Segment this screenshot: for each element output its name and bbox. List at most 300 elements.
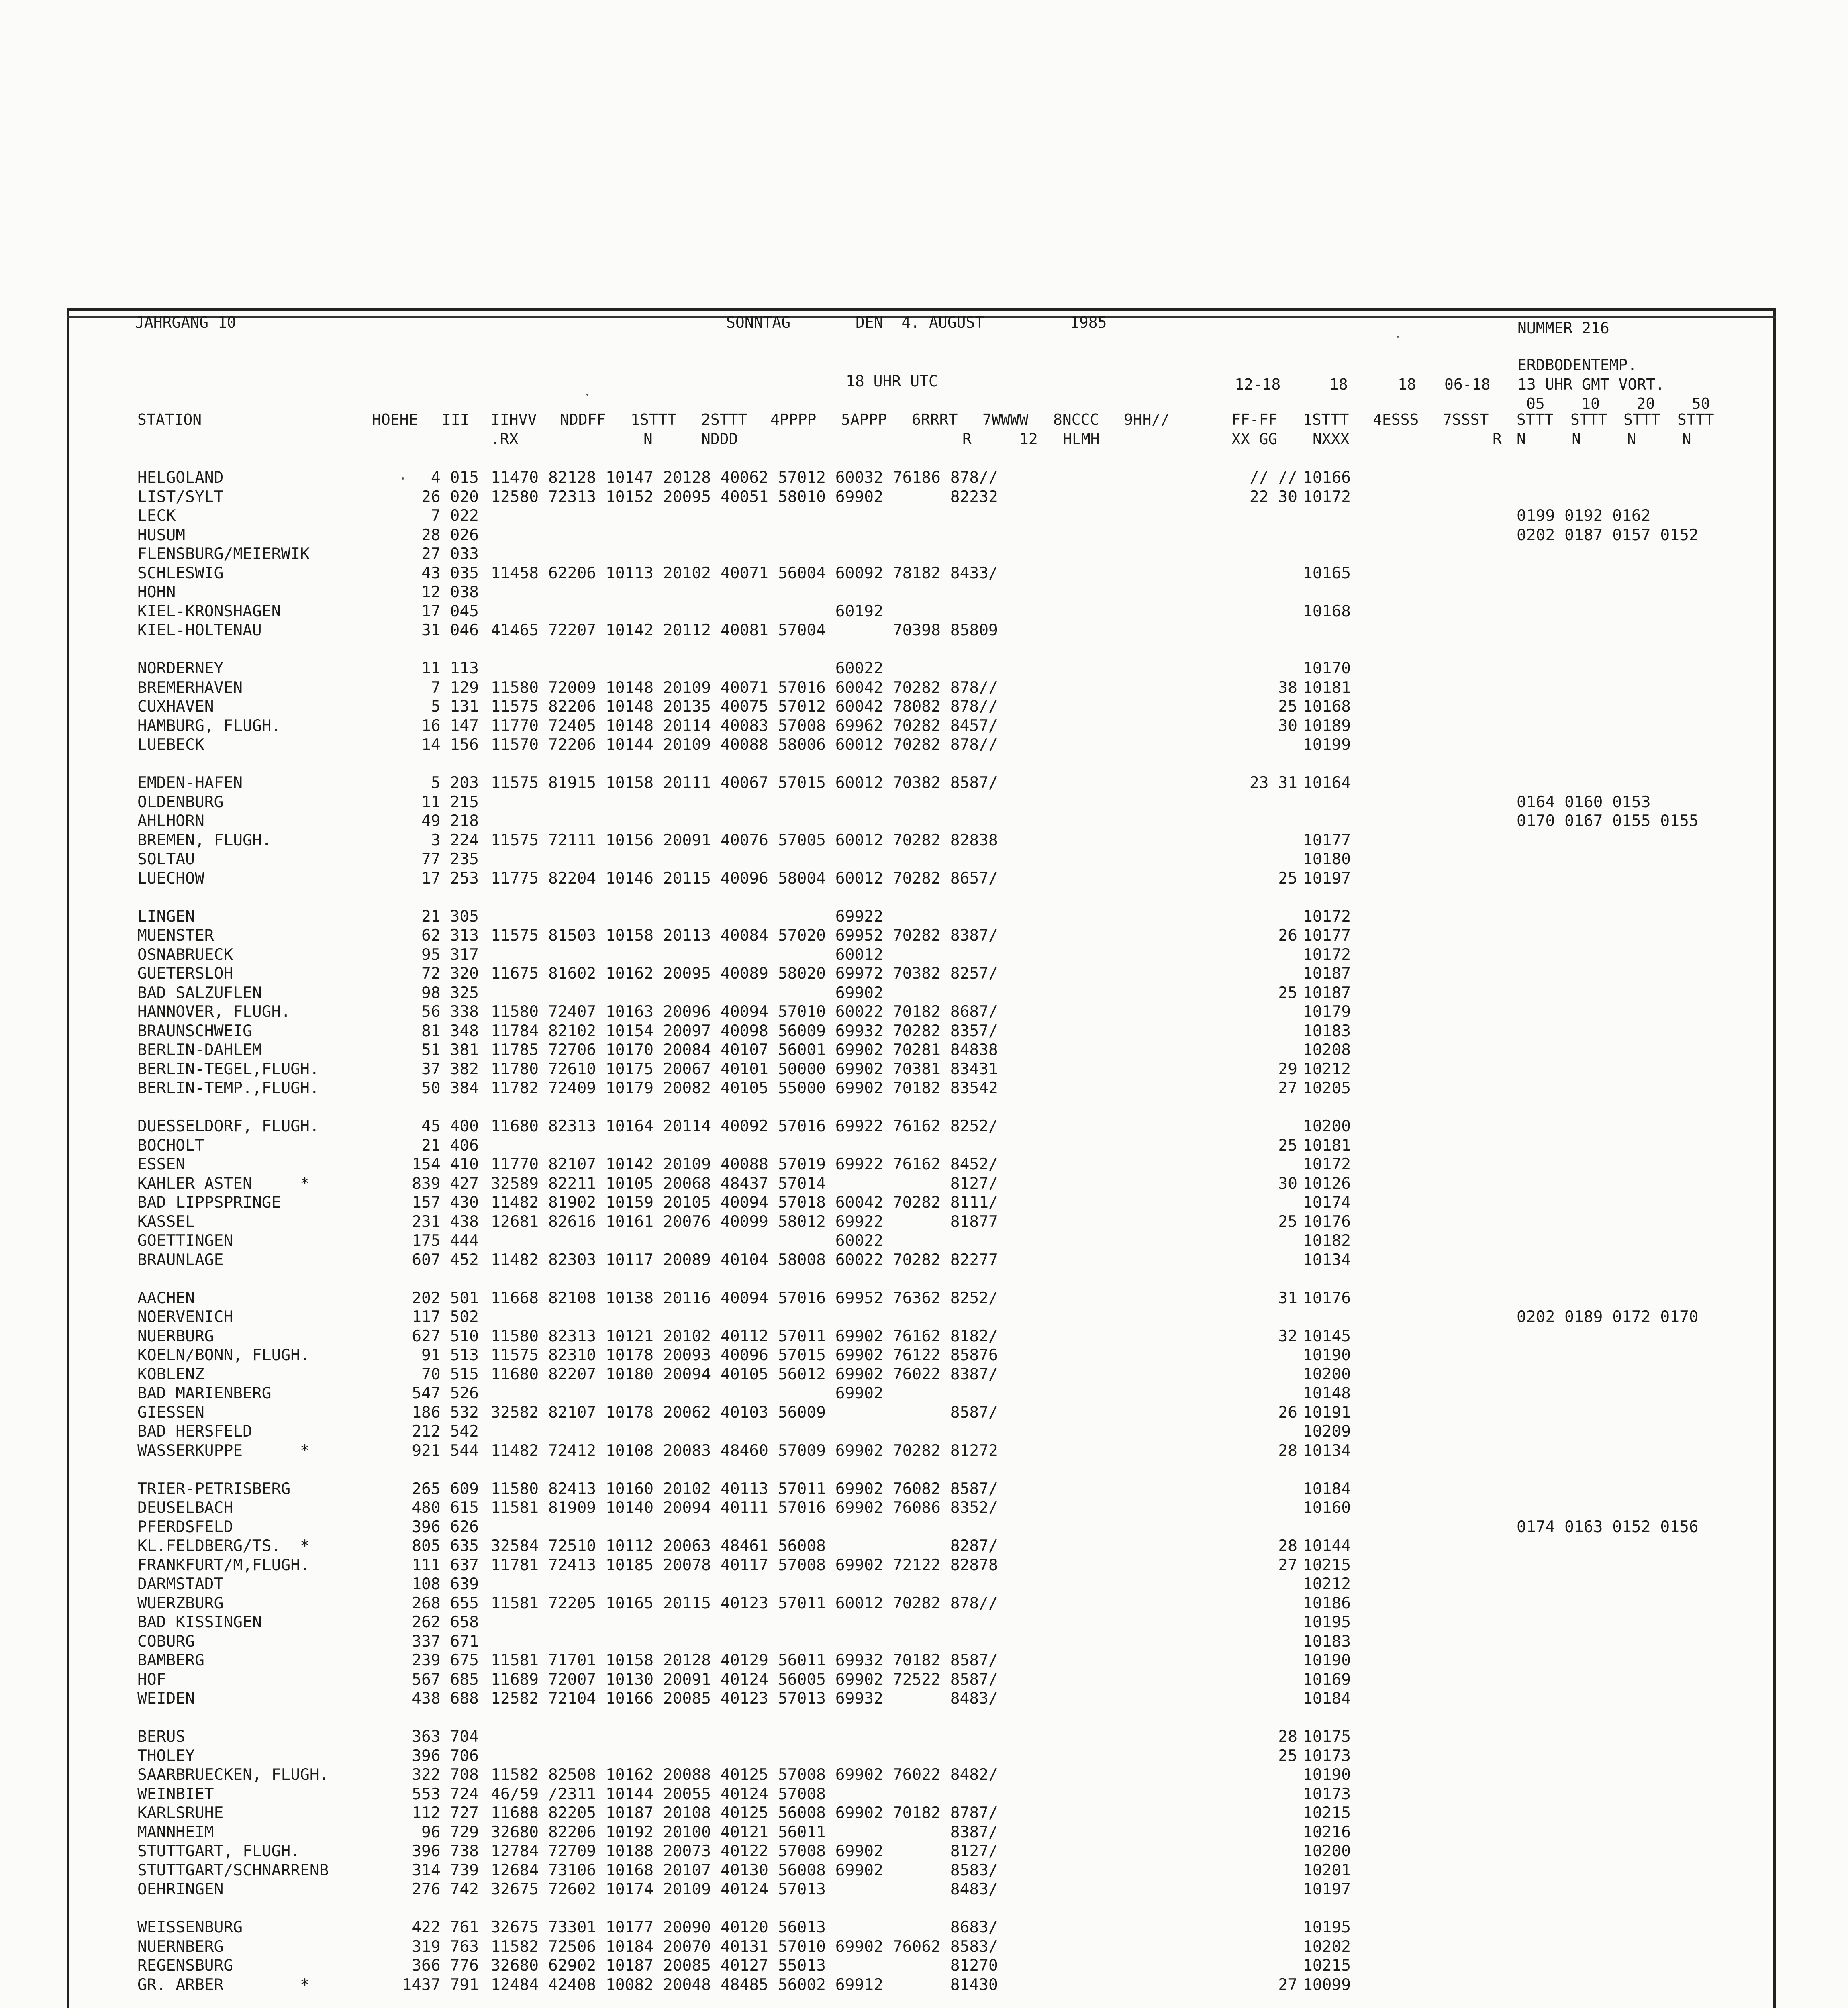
synop-groups: 11575 81503 10158 20113 40084 57020 69952 70282 8387/ <box>491 926 998 945</box>
temp-18: 10184 <box>1303 1689 1351 1708</box>
wind-gust <box>1213 621 1297 640</box>
col-1sttt: 1STTT <box>631 411 677 429</box>
station-height-id: 51 381 <box>421 1041 479 1059</box>
station-height-id: 49 218 <box>421 812 479 830</box>
soil-temps <box>1517 850 1766 869</box>
temp-18: 10179 <box>1303 1002 1351 1021</box>
sub-nddd: NDDD <box>701 430 738 448</box>
col-1sttt-b: 1STTT <box>1303 411 1349 429</box>
temp-18: 10168 <box>1303 697 1351 716</box>
station-name: MANNHEIM <box>137 1822 214 1841</box>
station-name: LECK <box>137 506 176 525</box>
station-height-id: 396 706 <box>412 1746 479 1765</box>
synop-groups: 46/59 /2311 10144 20055 40124 57008 <box>491 1784 826 1803</box>
wind-gust <box>1213 888 1297 907</box>
temp-18: 10175 <box>1303 1727 1351 1746</box>
station-name <box>137 1994 386 2008</box>
station-name: THOLEY <box>137 1746 195 1765</box>
station-height-id: 396 738 <box>412 1842 479 1860</box>
station-height-id: 627 510 <box>412 1326 479 1345</box>
station-name: HOHN <box>137 583 176 601</box>
soil-temps <box>1517 1823 1766 1842</box>
soil-temps <box>1517 1002 1766 1022</box>
temp-18: 10181 <box>1303 1136 1351 1155</box>
soil-temps <box>1517 468 1766 488</box>
station-height-id: 117 502 <box>412 1308 479 1326</box>
station-name: CUXHAVEN <box>137 697 214 716</box>
synop-groups: 11581 81909 10140 20094 40111 57016 69902 76086 8352/ <box>491 1498 998 1517</box>
soil-temps <box>1517 1098 1766 1117</box>
station-height-id <box>353 1098 479 1117</box>
wind-gust <box>1213 1899 1297 1918</box>
station-height-id <box>353 1269 479 1289</box>
soil-temps <box>1517 1861 1766 1880</box>
soil-temps: 0202 0187 0157 0152 <box>1517 525 1699 544</box>
soil-temps <box>1517 1727 1766 1747</box>
temp-18: 10169 <box>1303 1670 1351 1689</box>
issue-number: NUMMER 216 <box>1517 319 1609 337</box>
col-soil-50: STTT <box>1677 411 1714 429</box>
wind-gust <box>1213 1422 1297 1441</box>
station-name <box>137 888 386 907</box>
station-name: HUSUM <box>137 525 186 544</box>
soil-temps <box>1517 583 1766 602</box>
station-name: BRAUNLAGE <box>137 1250 224 1269</box>
station-height-id: 276 742 <box>412 1880 479 1898</box>
wind-gust: 32 <box>1278 1326 1297 1345</box>
station-height-id: 112 727 <box>412 1804 479 1822</box>
station-name: GUETERSLOH <box>137 964 233 983</box>
sub-nxxx: NXXX <box>1313 430 1350 448</box>
synop-groups <box>491 755 1238 774</box>
station-name: BRAUNSCHWEIG <box>137 1021 252 1040</box>
temp-18: 10177 <box>1303 926 1351 945</box>
temp-18: 10197 <box>1303 1880 1351 1898</box>
synop-groups: 11668 82108 10138 20116 40094 57016 69952 76362 8252/ <box>491 1288 998 1307</box>
soil-temps <box>1517 621 1766 640</box>
synop-groups: 60192 <box>491 602 883 620</box>
temp-18: 10200 <box>1303 1842 1351 1860</box>
temp-18: 10176 <box>1303 1288 1351 1307</box>
temp-18: 10191 <box>1303 1403 1351 1422</box>
synop-groups <box>491 1994 1238 2008</box>
synop-groups <box>491 1708 1238 1728</box>
wind-gust <box>1213 1937 1297 1957</box>
soil-temps <box>1517 1937 1766 1957</box>
wind-gust: 26 <box>1278 926 1297 945</box>
soil-temps <box>1517 1747 1766 1766</box>
ff-column <box>1213 468 1297 2008</box>
synop-groups <box>491 1308 1238 1327</box>
synop-column <box>491 468 1238 2008</box>
station-height-id: 4 015 <box>431 468 479 487</box>
wind-gust <box>1213 1193 1297 1212</box>
year: 1985 <box>1070 314 1107 331</box>
soil-temps <box>1517 735 1766 755</box>
wind-gust <box>1213 640 1297 659</box>
station-name: HOF <box>137 1670 166 1689</box>
col-nddff: NDDFF <box>560 411 606 429</box>
wind-gust <box>1213 812 1297 831</box>
soil-temps <box>1517 545 1766 564</box>
soil-temps <box>1517 1441 1766 1461</box>
station-height-id <box>353 1899 479 1918</box>
synop-groups: 11470 82128 10147 20128 40062 57012 60032 76186 878// <box>491 468 998 487</box>
station-height-id: 17 253 <box>421 869 479 888</box>
soil-depths: 05 10 20 50 <box>1526 395 1710 412</box>
period-06-18: 06-18 <box>1444 375 1491 393</box>
synop-groups: 12580 72313 10152 20095 40051 58010 69902 82232 <box>491 487 998 506</box>
synop-groups: 32680 62902 10187 20085 40127 55013 81270 <box>491 1956 998 1975</box>
col-2sttt: 2STTT <box>701 411 747 429</box>
station-height-id: 3 224 <box>431 831 479 849</box>
synop-groups <box>491 793 1238 812</box>
station-height-id: 7 022 <box>431 506 479 525</box>
soil-temps <box>1517 831 1766 850</box>
synop-groups: 12582 72104 10166 20085 40123 57013 69932 8483/ <box>491 1689 998 1708</box>
soil-temps <box>1517 945 1766 965</box>
station-name: KIEL-KRONSHAGEN <box>137 602 281 620</box>
soil-temps: 0164 0160 0153 <box>1517 792 1651 811</box>
sub-r: R <box>962 430 972 448</box>
temp-18: 10174 <box>1303 1193 1351 1212</box>
synop-groups <box>491 1575 1238 1594</box>
station-height-id: 45 400 <box>421 1117 479 1135</box>
station-name: PFERDSFELD <box>137 1517 233 1536</box>
station-name: FLENSBURG/MEIERWIK <box>137 545 310 563</box>
wind-gust: 38 <box>1278 678 1297 697</box>
synop-groups: 11680 82313 10164 20114 40092 57016 69922 76162 8252/ <box>491 1117 998 1135</box>
day: SONNTAG <box>726 314 791 331</box>
station-height-id: 11 113 <box>421 659 479 677</box>
station-name: GIESSEN <box>137 1403 204 1422</box>
station-height-id: 62 313 <box>421 926 479 945</box>
wind-gust: 29 <box>1278 1059 1297 1078</box>
station-height-id: 547 526 <box>412 1384 479 1402</box>
wind-gust <box>1213 1022 1297 1041</box>
temp-18: 10197 <box>1303 869 1351 888</box>
station-height-id: 70 515 <box>421 1365 479 1384</box>
temp-18: 10186 <box>1303 1594 1351 1612</box>
synop-groups <box>491 1098 1238 1117</box>
soil-temps <box>1517 1994 1766 2008</box>
station-name: BAD SALZUFLEN <box>137 983 262 1002</box>
soil-temps <box>1517 1708 1766 1728</box>
temp-18: 10183 <box>1303 1021 1351 1040</box>
synop-groups: 11482 82303 10117 20089 40104 58008 60022 70282 82277 <box>491 1250 998 1269</box>
station-name: SCHLESWIG <box>137 563 224 582</box>
station-name: DUESSELDORF, FLUGH. <box>137 1117 319 1135</box>
wind-gust <box>1213 907 1297 926</box>
soil-temps <box>1517 1079 1766 1098</box>
station-name: BERUS <box>137 1727 186 1746</box>
temp-18: 10176 <box>1303 1212 1351 1231</box>
soil-temps: 0199 0192 0162 <box>1517 506 1651 525</box>
station-name: HANNOVER, FLUGH. <box>137 1002 291 1021</box>
synop-groups <box>491 1460 1238 1479</box>
col-soil-05: STTT <box>1517 411 1554 429</box>
station-name: KAHLER ASTEN * <box>137 1174 310 1193</box>
synop-groups: 69902 <box>491 1384 883 1402</box>
col-6rrrt: 6RRRT <box>912 411 958 429</box>
wind-gust <box>1213 564 1297 583</box>
synop-groups: 32582 82107 10178 20062 40103 56009 8587/ <box>491 1403 998 1422</box>
station-height-id: 480 615 <box>412 1498 479 1517</box>
station-column <box>137 468 386 2008</box>
wind-gust: 30 <box>1278 716 1297 735</box>
station-height-id: 56 338 <box>421 1002 479 1021</box>
temp-18: 10172 <box>1303 487 1351 506</box>
temp-18: 10134 <box>1303 1250 1351 1269</box>
soil-temps <box>1517 1460 1766 1479</box>
station-name: LIST/SYLT <box>137 487 224 506</box>
station-height-id <box>353 755 479 774</box>
wind-gust: 31 <box>1278 1288 1297 1307</box>
synop-groups: 11688 82205 10187 20108 40125 56008 69902 70182 8787/ <box>491 1804 998 1822</box>
soil-temps <box>1517 1155 1766 1174</box>
station-height-id: 231 438 <box>412 1212 479 1231</box>
station-height-id: 16 147 <box>421 716 479 735</box>
temp-18: 10190 <box>1303 1765 1351 1784</box>
wind-gust <box>1213 1708 1297 1728</box>
synop-groups <box>491 1613 1238 1632</box>
wind-gust <box>1213 1117 1297 1136</box>
station-height-id <box>353 640 479 659</box>
wind-gust <box>1213 1098 1297 1117</box>
wind-gust <box>1213 755 1297 774</box>
temp-18: 10144 <box>1303 1537 1351 1555</box>
synop-groups: 11580 72009 10148 20109 40071 57016 60042 70282 878// <box>491 678 998 697</box>
wind-gust <box>1213 1689 1297 1708</box>
station-height-id: 396 626 <box>412 1517 479 1536</box>
col-5appp: 5APPP <box>841 411 887 429</box>
station-name: BAD KISSINGEN <box>137 1613 262 1631</box>
synop-groups: 60012 <box>491 945 883 964</box>
wind-gust <box>1213 1918 1297 1937</box>
temp-18: 10166 <box>1303 468 1351 487</box>
col-station: STATION <box>137 411 202 429</box>
station-height-id: 268 655 <box>412 1594 479 1612</box>
station-height-id: 314 739 <box>412 1861 479 1879</box>
station-height-id: 186 532 <box>412 1403 479 1422</box>
sub-r2: R <box>1493 430 1502 448</box>
hoehe-iii-column <box>353 468 479 2008</box>
synop-groups: 11782 72409 10179 20082 40105 55000 69902 70182 83542 <box>491 1079 998 1097</box>
synop-groups: 32675 73301 10177 20090 40120 56013 8683/ <box>491 1918 998 1937</box>
soil-temps <box>1517 964 1766 984</box>
temp-18: 10212 <box>1303 1575 1351 1593</box>
station-height-id: 50 384 <box>421 1079 479 1097</box>
wind-gust: 25 <box>1278 697 1297 716</box>
station-name: KL.FELDBERG/TS. * <box>137 1537 310 1555</box>
wind-gust <box>1213 659 1297 678</box>
station-height-id: 14 156 <box>421 735 479 754</box>
synop-groups: 11581 72205 10165 20115 40123 57011 60012 70282 878// <box>491 1594 998 1612</box>
synop-groups <box>491 888 1238 907</box>
station-height-id: 921 544 <box>412 1441 479 1460</box>
temp-18: 10182 <box>1303 1231 1351 1250</box>
station-height-id: 262 658 <box>412 1613 479 1631</box>
col-soil-20: STTT <box>1623 411 1660 429</box>
temp-18: 10177 <box>1303 831 1351 849</box>
wind-gust: 27 <box>1278 1079 1297 1097</box>
station-height-id: 98 325 <box>421 983 479 1002</box>
temp-18: 10200 <box>1303 1117 1351 1135</box>
synop-groups <box>491 1727 1238 1747</box>
temp-18: 10168 <box>1303 602 1351 620</box>
synop-groups <box>491 545 1238 564</box>
wind-gust <box>1213 1613 1297 1632</box>
temp-18: 10172 <box>1303 907 1351 926</box>
station-height-id: 91 513 <box>421 1346 479 1364</box>
soil-temps <box>1517 1117 1766 1136</box>
wind-gust <box>1213 1498 1297 1518</box>
station-name: BERLIN-DAHLEM <box>137 1041 262 1059</box>
station-name <box>137 755 386 774</box>
wind-gust: 23 31 <box>1249 773 1297 792</box>
station-name <box>137 1899 386 1918</box>
synop-groups: 11675 81602 10162 20095 40089 58020 69972 70382 8257/ <box>491 964 998 983</box>
station-height-id: 21 406 <box>421 1136 479 1155</box>
synop-groups: 11575 82310 10178 20093 40096 57015 69902 76122 85876 <box>491 1346 998 1364</box>
wind-gust: 25 <box>1278 1212 1297 1231</box>
temp-18: 10205 <box>1303 1079 1351 1097</box>
temp-18: 10190 <box>1303 1651 1351 1669</box>
synop-groups <box>491 640 1238 659</box>
soil-temps <box>1517 1975 1766 1995</box>
station-name: SAARBRUECKEN, FLUGH. <box>137 1765 329 1784</box>
temp-18: 10172 <box>1303 1155 1351 1173</box>
synop-groups: 60022 <box>491 659 883 677</box>
wind-gust: 26 <box>1278 1403 1297 1422</box>
station-height-id <box>353 1460 479 1479</box>
wind-gust <box>1213 793 1297 812</box>
station-height-id: 839 427 <box>412 1174 479 1193</box>
station-name: DARMSTADT <box>137 1575 224 1593</box>
wind-gust: 22 30 <box>1249 487 1297 506</box>
synop-groups: 11575 82206 10148 20135 40075 57012 60042 78082 878// <box>491 697 998 716</box>
station-name: BREMEN, FLUGH. <box>137 831 272 849</box>
station-name: WEISSENBURG <box>137 1918 243 1937</box>
station-name: MUENSTER <box>137 926 214 945</box>
soil-temps <box>1517 1785 1766 1804</box>
synop-groups: 11570 72206 10144 20109 40088 58006 60012 70282 878// <box>491 735 998 754</box>
soil-temps <box>1517 1327 1766 1346</box>
synop-groups <box>491 1422 1238 1441</box>
soil-temp-column <box>1517 468 1766 2008</box>
soil-temps <box>1517 1899 1766 1918</box>
wind-gust <box>1213 1365 1297 1384</box>
station-name <box>137 1098 386 1117</box>
soil-temps <box>1517 659 1766 678</box>
station-name: BAMBERG <box>137 1651 204 1669</box>
station-height-id: 265 609 <box>412 1479 479 1498</box>
wind-gust <box>1213 1823 1297 1842</box>
station-height-id: 1437 791 <box>402 1975 479 1994</box>
soil-temps <box>1517 1632 1766 1651</box>
temp-18: 10212 <box>1303 1059 1351 1078</box>
synop-groups: 41465 72207 10142 20112 40081 57004 70398 85809 <box>491 621 998 639</box>
wind-gust <box>1213 1308 1297 1327</box>
station-name: BAD HERSFELD <box>137 1422 252 1441</box>
col-7wwww: 7WWWW <box>982 411 1029 429</box>
synop-groups: 11780 72610 10175 20067 40101 50000 69902 70381 83431 <box>491 1059 998 1078</box>
soil-temps <box>1517 488 1766 507</box>
wind-gust <box>1213 602 1297 621</box>
station-name: OLDENBURG <box>137 792 224 811</box>
station-height-id: 319 763 <box>412 1937 479 1956</box>
temp-18: 10164 <box>1303 773 1351 792</box>
period-18a: 18 <box>1329 375 1348 393</box>
temp-18: 10173 <box>1303 1784 1351 1803</box>
sub-xxgg: XX GG <box>1231 430 1278 448</box>
wind-gust <box>1213 506 1297 526</box>
temp-18: 10184 <box>1303 1479 1351 1498</box>
soil-temps <box>1517 926 1766 945</box>
temp-18: 10195 <box>1303 1918 1351 1937</box>
station-height-id: 322 708 <box>412 1765 479 1784</box>
station-height-id: 5 203 <box>431 773 479 792</box>
jahrgang: JAHRGANG 10 <box>135 314 236 331</box>
wind-gust: 30 <box>1278 1174 1297 1193</box>
wind-gust <box>1213 1651 1297 1670</box>
station-height-id <box>353 1708 479 1728</box>
sub-rx: .RX <box>491 430 519 448</box>
wind-gust <box>1213 1994 1297 2008</box>
wind-gust <box>1213 1384 1297 1403</box>
station-height-id: 28 026 <box>421 525 479 544</box>
station-name: GOETTINGEN <box>137 1231 233 1250</box>
synop-groups: 11580 72407 10163 20096 40094 57010 60022 70182 8687/ <box>491 1002 998 1021</box>
station-name: BAD LIPPSPRINGE <box>137 1193 281 1212</box>
station-height-id: 202 501 <box>412 1288 479 1307</box>
station-name: STUTTGART/SCHNARRENB <box>137 1861 329 1879</box>
col-7ssst: 7SSST <box>1443 411 1489 429</box>
station-name: OEHRINGEN <box>137 1880 224 1898</box>
station-name: NUERBURG <box>137 1326 214 1345</box>
synop-groups: 12684 73106 10168 20107 40130 56008 69902 8583/ <box>491 1861 998 1879</box>
soil-temps: 0202 0189 0172 0170 <box>1517 1308 1699 1326</box>
synop-groups: 11575 81915 10158 20111 40067 57015 60012 70382 8587/ <box>491 773 998 792</box>
wind-gust <box>1213 1346 1297 1365</box>
station-height-id: 366 776 <box>412 1956 479 1975</box>
station-height-id: 37 382 <box>421 1059 479 1078</box>
station-name: NORDERNEY <box>137 659 224 677</box>
synop-groups: 12784 72709 10188 20073 40122 57008 69902 8127/ <box>491 1842 998 1860</box>
station-name <box>137 1708 386 1728</box>
synop-groups: 11458 62206 10113 20102 40071 56004 60092 78182 8433/ <box>491 563 998 582</box>
synop-groups <box>491 812 1238 831</box>
station-name: BERLIN-TEMP.,FLUGH. <box>137 1079 319 1097</box>
wind-gust <box>1213 1956 1297 1975</box>
synop-groups: 11781 72413 10185 20078 40117 57008 69902 72122 82878 <box>491 1555 998 1574</box>
station-height-id: 7 129 <box>431 678 479 697</box>
station-name: NOERVENICH <box>137 1308 233 1326</box>
temp-18: 10190 <box>1303 1346 1351 1364</box>
wind-gust: 27 <box>1278 1555 1297 1574</box>
soil-temps <box>1517 1670 1766 1690</box>
soil-temps <box>1517 602 1766 621</box>
soil-temps <box>1517 984 1766 1003</box>
wind-gust: // // <box>1249 468 1297 487</box>
station-name: TRIER-PETRISBERG <box>137 1479 291 1498</box>
wind-gust <box>1213 945 1297 965</box>
wind-gust <box>1213 1670 1297 1690</box>
soil-temps <box>1517 1880 1766 1899</box>
synop-groups: 12484 42408 10082 20048 48485 56002 69912 81430 <box>491 1975 998 1994</box>
wind-gust <box>1213 1632 1297 1651</box>
soil-temps <box>1517 1174 1766 1194</box>
